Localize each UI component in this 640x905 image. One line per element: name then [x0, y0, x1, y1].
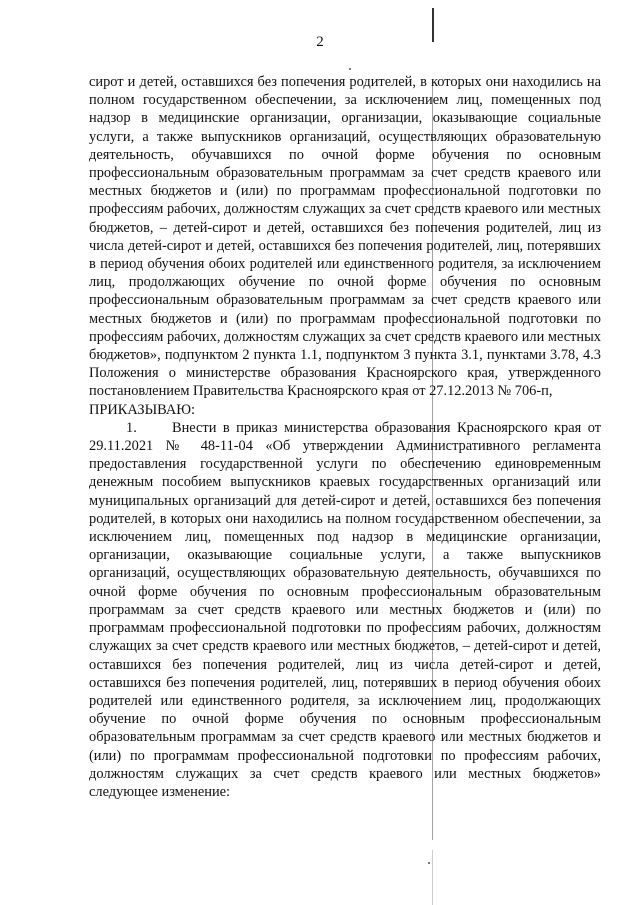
- paragraph-continuation: сирот и детей, оставшихся без попечения родителей, в которых они находились на полном государственном обеспечении, за исключением лиц, помещенных под надзор в медицинские организации, организации, оказывающие социальные услуги, а также выпускников организаций, осуществляющих образовательную деятельность, обучавшихся по очной форме обучения по основным профессиональным образовательным программам за счет средств краевого или местных бюджетов и (или) по программам профессиональной подготовки по профессиям рабочих, должностям служащих за счет средств краевого или местных бюджетов, – детей-сирот и детей, оставшихся без попечения родителей, лиц из числа детей-сирот и детей, оставшихся без попечения родителей, лиц, потерявших в период обучения обоих родителей или единственного родителя, за исключением лиц, продолжающих обучение по очной форме обучения по основным профессиональным образовательным программам за счет средств краевого или местных бюджетов и (или) по программам профессиональной подготовки по профессиям рабочих, должностям служащих за счет средств краевого или местных бюджетов», подпунктом 2 пункта 1.1, подпунктом 3 пункта 3.1, пунктами 3.78, 4.3 Положения о министерстве образования Красноярского края, утвержденного постановлением Правительства Красноярского края от 27.12.2013 № 706-п,: [89, 74, 601, 400]
- scan-speck: [349, 68, 351, 70]
- scan-speck: [428, 862, 430, 864]
- document-body: [89, 73, 601, 801]
- scan-artifact-line-bottom: [432, 850, 433, 905]
- item-number: 1.: [126, 419, 137, 436]
- page-number: 2: [316, 34, 324, 50]
- order-item-1: [89, 419, 601, 801]
- order-word: ПРИКАЗЫВАЮ:: [89, 401, 196, 418]
- item-text: Внести в приказ министерства образования Красноярского края от 29.11.2021 № 48-11-04 «Об утверждении Административного регламента предоставления государственной услуги по обеспечению единовременным денежным пособием выпускников краевых государственных организаций или муниципальных организаций для детей-сирот и детей, оставшихся без попечения родителей, в которых они находились на полном государственном обеспечении, за исключением лиц, помещенных под надзор в медицинские организации, организации, оказывающие социальные услуги, а также выпускников организаций, осуществляющих образовательную деятельность, обучавшихся по очной форме обучения по основным профессиональным образовательным программам за счет средств краевого или местных бюджетов и (или) по программам профессиональной подготовки по профессиям рабочих, должностям служащих за счет средств краевого или местных бюджетов, – детей-сирот и детей, оставшихся без попечения родителей, лиц из числа детей-сирот и детей, оставшихся без попечения родителей, лиц, потерявших в период обучения обоих родителей или единственного родителя, за исключением лиц, продолжающих обучение по очной форме обучения по основным профессиональным образовательным программам за счет средств краевого или местных бюджетов и (или) по программам профессиональной подготовки по профессиям рабочих, должностям служащих за счет средств краевого или местных бюджетов» следующее изменение:: [89, 419, 601, 800]
